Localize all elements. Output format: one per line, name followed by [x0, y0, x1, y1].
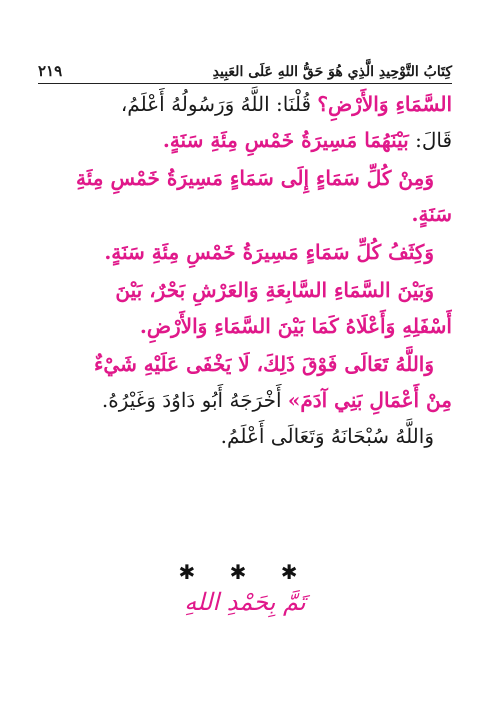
running-title: كِتَابُ التَّوْحِيدِ الَّذِي هُوَ حَقُّ اللهِ عَلَى العَبِيدِ — [212, 64, 452, 80]
text-line-5 — [38, 234, 452, 270]
hadith-text: وَاللَّهُ تَعَالَى فَوْقَ ذَلِكَ، لَا يَخْفَى عَلَيْهِ شَيْءٌ — [94, 352, 434, 376]
hadith-text: بَيْنَهُمَا مَسِيرَةُ خَمْسِ مِئَةِ سَنَةٍ. — [162, 128, 409, 152]
hadith-text: أَسْفَلِهِ وَأَعْلَاهُ كَمَا بَيْنَ السَّمَاءِ وَالأَرْضِ. — [139, 314, 452, 338]
text-line-3 — [38, 160, 452, 196]
text-line-2 — [38, 122, 452, 158]
text-line-10 — [38, 418, 452, 454]
hadith-text: وَكِثَفُ كُلِّ سَمَاءٍ مَسِيرَةُ خَمْسِ مِئَةِ سَنَةٍ. — [104, 240, 434, 264]
text-line-1 — [38, 86, 452, 122]
source-text: أَخْرَجَهُ أَبُو دَاوُدَ وَغَيْرُهُ. — [101, 388, 288, 412]
closing-formula: وَاللَّهُ سُبْحَانَهُ وَتَعَالَى أَعْلَمُ. — [220, 424, 434, 448]
hadith-text: السَّمَاءِ وَالأَرْضِ؟ — [317, 92, 452, 116]
text-line-9 — [38, 382, 452, 418]
narration-text: قُلْنَا: اللَّهُ وَرَسُولُهُ أَعْلَمُ، — [120, 92, 318, 116]
closing-calligraphy: تَمَّ بِحَمْدِ اللهِ — [184, 588, 306, 616]
text-line-6 — [38, 272, 452, 308]
section-stars: ✱ ✱ ✱ — [178, 560, 312, 584]
hadith-text: مِنْ أَعْمَالِ بَنِي آدَمَ» — [287, 388, 452, 412]
hadith-text: وَبَيْنَ السَّمَاءِ السَّابِعَةِ وَالعَرْشِ بَحْرٌ، بَيْنَ — [115, 278, 434, 302]
narration-text: قَالَ: — [408, 128, 452, 152]
hadith-text: وَمِنْ كُلِّ سَمَاءٍ إِلَى سَمَاءٍ مَسِيرَةُ خَمْسِ مِئَةِ — [76, 166, 434, 190]
page-header — [38, 58, 452, 80]
main-text — [38, 86, 452, 454]
hadith-text: سَنَةٍ. — [411, 202, 452, 226]
text-line-8 — [38, 346, 452, 382]
header-divider — [38, 83, 452, 84]
page-number: ٢١٩ — [38, 62, 63, 80]
text-line-4 — [38, 196, 452, 232]
text-line-7 — [38, 308, 452, 344]
